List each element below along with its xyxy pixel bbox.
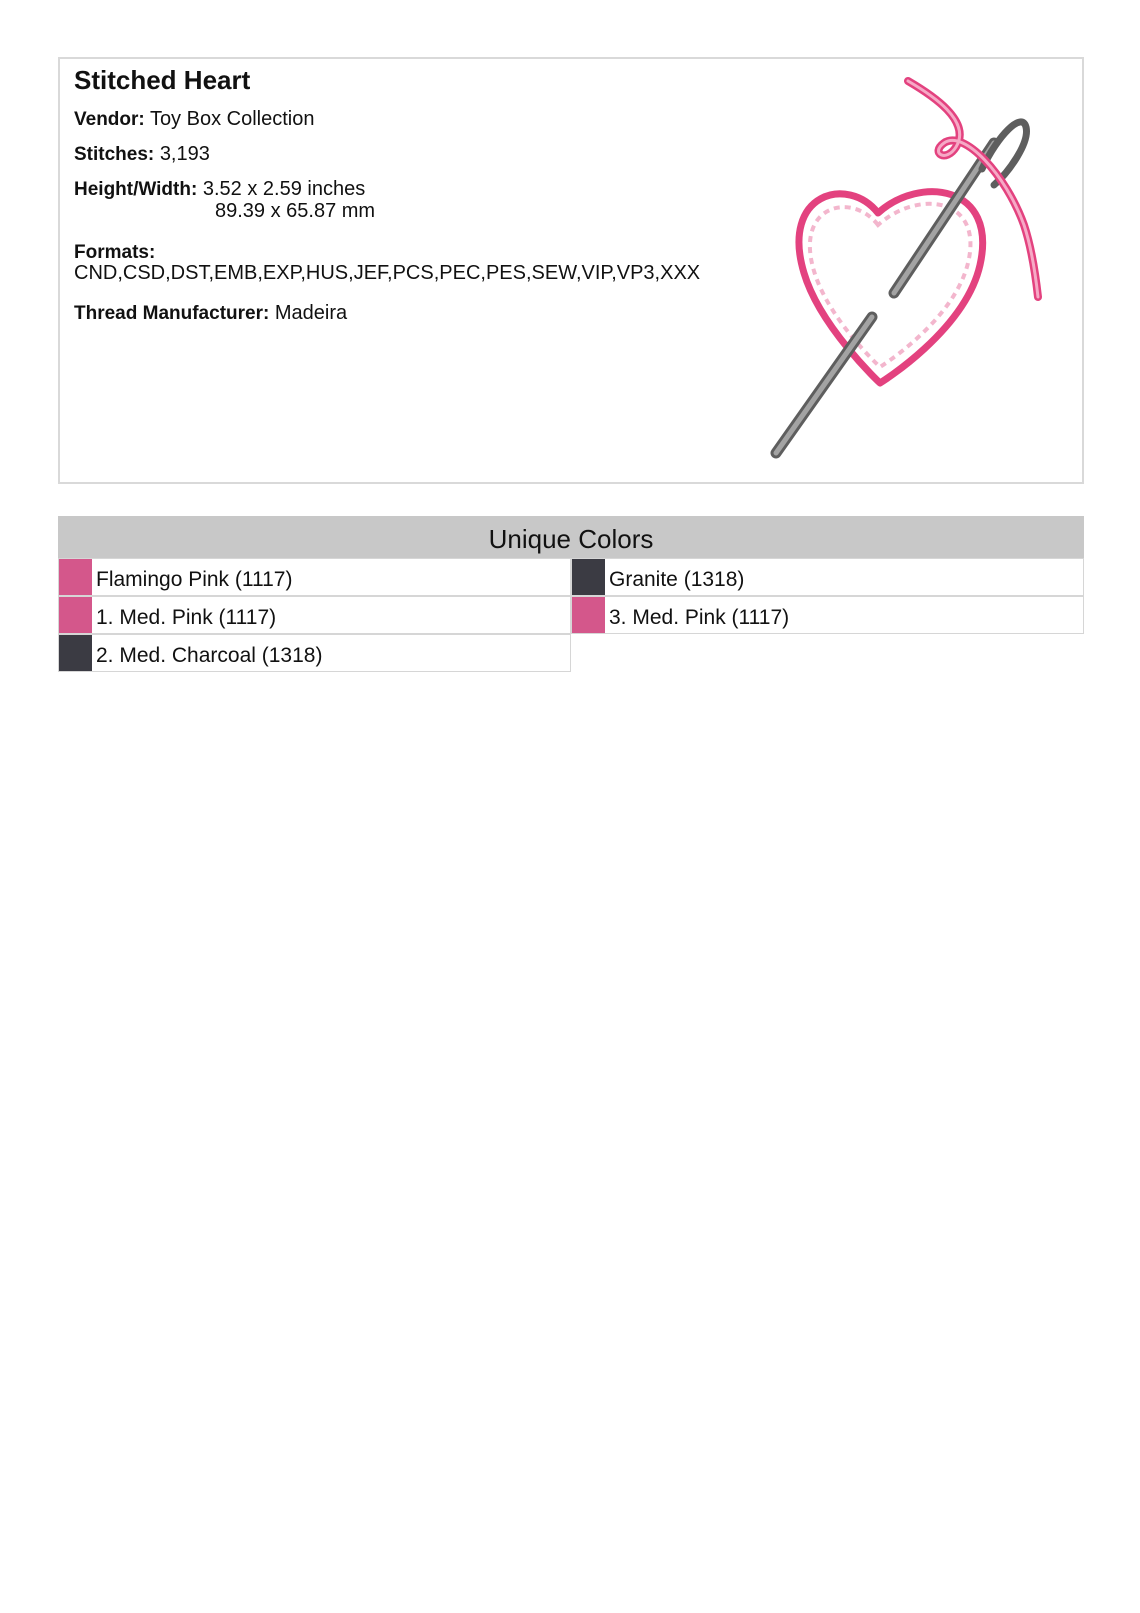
color-item: [58, 596, 571, 634]
thread-manufacturer-row: [74, 302, 754, 325]
formats-value: CND,CSD,DST,EMB,EXP,HUS,JEF,PCS,PEC,PES,SEW,VIP,VP3,XXX: [74, 262, 701, 284]
color-label: 2. Med. Charcoal (1318): [96, 644, 323, 667]
unique-colors-header: Unique Colors: [58, 516, 1084, 558]
stitches-value: 3,193: [159, 143, 210, 165]
design-details: [74, 65, 754, 337]
unique-colors-table: [58, 516, 1084, 667]
color-label: Granite (1318): [609, 568, 745, 591]
needle-lower-highlight: [776, 317, 872, 453]
stitches-row: [74, 143, 754, 166]
color-label: Flamingo Pink (1117): [96, 568, 293, 591]
color-item: [58, 634, 571, 672]
color-swatch: [59, 559, 92, 595]
vendor-row: [74, 108, 754, 131]
color-label: 3. Med. Pink (1117): [609, 606, 790, 629]
color-item: [571, 596, 1084, 634]
height-width-row: [74, 178, 754, 221]
thread-manufacturer-value: Madeira: [274, 302, 348, 324]
heart-outline: [799, 192, 983, 383]
color-item: [58, 558, 571, 596]
stitched-heart-design-image: [760, 65, 1080, 477]
stitches-label: Stitches:: [74, 144, 155, 165]
height-width-mm: 89.39 x 65.87 mm: [215, 200, 376, 222]
needle-eye: [982, 122, 1026, 185]
color-label: 1. Med. Pink (1117): [96, 606, 277, 629]
design-title: Stitched Heart: [74, 65, 251, 95]
color-swatch: [59, 635, 92, 671]
color-item: [571, 558, 1084, 596]
height-width-label: Height/Width:: [74, 179, 198, 200]
vendor-label: Vendor:: [74, 109, 145, 130]
color-swatch: [572, 597, 605, 633]
height-width-inches: 3.52 x 2.59 inches: [202, 178, 366, 200]
design-info-card: [58, 57, 1084, 484]
thread-manufacturer-label: Thread Manufacturer:: [74, 303, 270, 324]
formats-row: [74, 243, 754, 284]
color-swatch: [572, 559, 605, 595]
vendor-value: Toy Box Collection: [149, 108, 315, 130]
color-swatch: [59, 597, 92, 633]
formats-label: Formats:: [74, 242, 156, 263]
